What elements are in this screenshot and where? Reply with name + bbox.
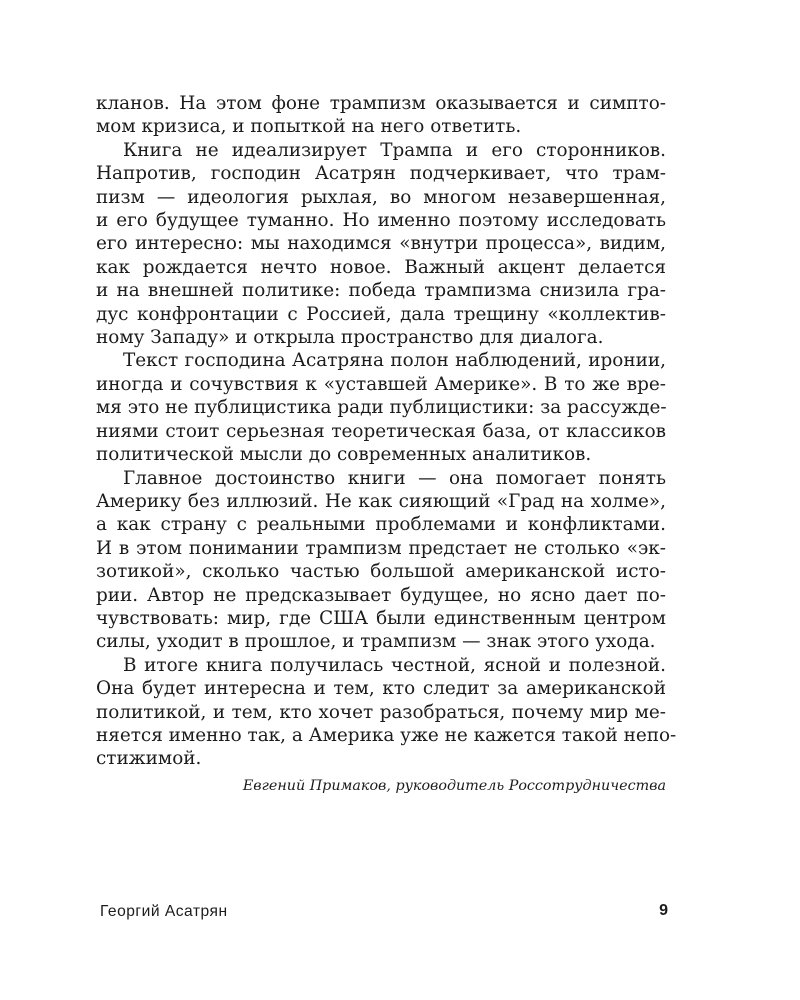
text-line: его интересно: мы находимся «внутри процесса», видим, [96,233,666,255]
text-line: как рождается нечто новое. Важный акцент делается [96,256,666,278]
text-line: Главное достоинство книги — она помогает понять [123,467,666,489]
paragraph-4 [96,467,666,654]
page-number: 9 [659,902,668,919]
text-line: и на внешней политике: победа трампизма снизила гра- [96,280,666,302]
text-line: няется именно так, а Америка уже не кажется такой непо- [96,724,677,746]
text-line: дус конфронтации с Россией, дала трещину «коллектив- [96,303,666,325]
text-line: стижимой. [96,748,202,770]
running-footer-author: Георгий Асатрян [100,903,228,920]
text-line: и его будущее туманно. Но именно поэтому исследовать [96,210,666,232]
text-line: пизм — идеология рыхлая, во многом незавершенная, [96,186,666,208]
text-line: политической мысли до современных аналитиков. [96,444,592,466]
text-line: зотикой», сколько частью большой американской исто- [96,561,666,583]
text-line: мя это не публицистика ради публицистики: за рассужде- [96,397,667,419]
paragraph-5 [96,654,677,771]
text-line: И в этом понимании трампизм предстает не столько «эк- [96,537,666,559]
paragraph-1 [96,92,666,139]
text-line: кланов. На этом фоне трампизм оказывается и симпто- [96,93,666,114]
paragraph-2 [96,139,666,350]
text-line: Напротив, господин Асатрян подчеркивает, что трам- [96,163,666,185]
text-line: Книга не идеализирует Трампа и его сторонников. [123,139,666,161]
text-line: Она будет интересна и тем, кто следит за американской [96,678,666,700]
text-line: ниями стоит серьезная теоретическая база, от классиков [96,420,666,442]
text-line: мом кризиса, и попыткой на него ответить. [96,116,522,138]
review-signature: Евгений Примаков, руководитель Россотрудничества [242,778,666,794]
text-line: а как страну с реальными проблемами и конфликтами. [96,514,666,536]
text-line: ному Западу» и открыла пространство для диалога. [96,327,604,349]
text-line: Америку без иллюзий. Не как сияющий «Град на холме», [96,490,666,512]
paragraph-3 [96,349,666,466]
text-line: Текст господина Асатряна полон наблюдений, иронии, [123,350,666,372]
text-line: В итоге книга получилась честной, ясной и полезной. [123,654,666,676]
book-page-body [96,92,677,771]
text-line: чувствовать: мир, где США были единственным центром [96,607,666,629]
text-line: силы, уходит в прошлое, и трампизм — знак этого ухода. [96,631,656,653]
text-line: иногда и сочувствия к «уставшей Америке». В то же вре- [96,373,666,395]
text-line: рии. Автор не предсказывает будущее, но ясно дает по- [96,584,666,606]
text-line: политикой, и тем, кто хочет разобраться, почему мир ме- [96,701,666,723]
